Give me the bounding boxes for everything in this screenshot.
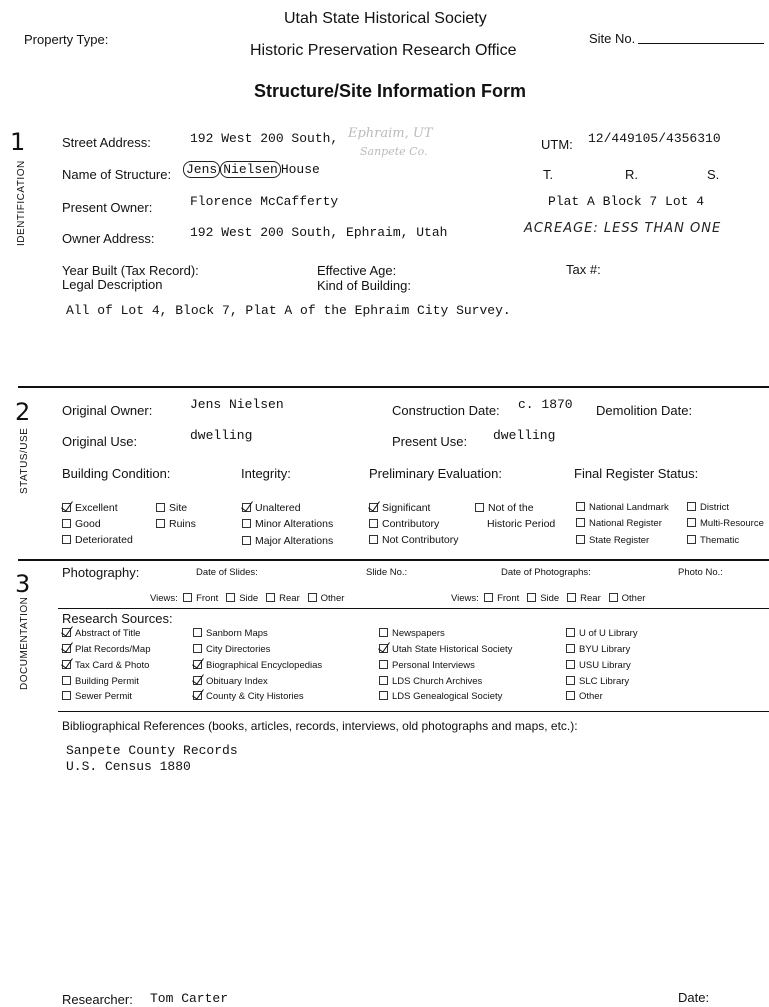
final-national-landmark[interactable] bbox=[576, 502, 669, 513]
view-front-label: Front bbox=[196, 593, 219, 604]
source-sanborn[interactable] bbox=[193, 628, 268, 639]
building-condition-label: Building Condition: bbox=[62, 466, 171, 481]
checkbox-icon bbox=[687, 502, 696, 511]
final-multi-resource[interactable] bbox=[687, 518, 764, 529]
checkbox-icon[interactable] bbox=[527, 593, 536, 602]
checkbox-icon bbox=[475, 503, 484, 512]
checkbox-icon[interactable] bbox=[567, 593, 576, 602]
source-lds-gen-label: LDS Genealogical Society bbox=[392, 691, 503, 702]
utm-label: UTM: bbox=[541, 137, 573, 152]
property-type-label: Property Type: bbox=[24, 32, 109, 47]
checkbox-icon bbox=[62, 519, 71, 528]
source-building-permit-label: Building Permit bbox=[75, 676, 139, 687]
tax-label: Tax #: bbox=[566, 262, 601, 277]
original-use-value: dwelling bbox=[190, 428, 253, 443]
checkbox-icon bbox=[242, 536, 251, 545]
section-1-divider bbox=[18, 386, 769, 388]
checkbox-icon[interactable] bbox=[308, 593, 317, 602]
researcher-value: Tom Carter bbox=[150, 991, 229, 1006]
slide-no-label: Slide No.: bbox=[366, 567, 408, 578]
source-city-dir[interactable] bbox=[193, 644, 270, 655]
section-3-number: 3 bbox=[15, 570, 31, 598]
integrity-minor-label: Minor Alterations bbox=[255, 518, 334, 530]
form-title: Structure/Site Information Form bbox=[254, 81, 527, 101]
checkbox-icon bbox=[156, 519, 165, 528]
name-of-structure-value bbox=[183, 162, 320, 177]
source-usu[interactable] bbox=[566, 660, 631, 671]
source-uofu-label: U of U Library bbox=[579, 628, 638, 639]
research-sources-label: Research Sources: bbox=[62, 611, 173, 626]
checkbox-icon bbox=[193, 644, 202, 653]
utm-value: 12/449105/4356310 bbox=[588, 131, 721, 146]
checkbox-icon bbox=[379, 628, 388, 637]
original-owner-value: Jens Nielsen bbox=[190, 397, 284, 412]
photography-label: Photography: bbox=[62, 565, 140, 580]
bibliographical-references-label: Bibliographical References (books, articles, records, interviews, old photographs and maps, etc.): bbox=[62, 719, 578, 733]
org-name: Utah State Historical Society bbox=[284, 10, 487, 27]
section-1-number: 1 bbox=[10, 128, 26, 156]
integrity-major-label: Major Alterations bbox=[255, 535, 334, 547]
final-register-label: Final Register Status: bbox=[574, 466, 699, 481]
checkbox-checked-icon bbox=[193, 691, 202, 700]
checkbox-icon bbox=[566, 691, 575, 700]
condition-site[interactable] bbox=[156, 502, 187, 514]
source-slc[interactable] bbox=[566, 676, 629, 687]
source-lds-archives[interactable] bbox=[379, 676, 482, 687]
checkbox-icon bbox=[379, 691, 388, 700]
integrity-unaltered-label: Unaltered bbox=[255, 502, 301, 514]
checkbox-icon[interactable] bbox=[484, 593, 493, 602]
final-national-register[interactable] bbox=[576, 518, 662, 529]
integrity-major[interactable] bbox=[242, 535, 333, 547]
name-suffix: House bbox=[280, 162, 320, 177]
slides-views bbox=[150, 593, 344, 604]
view-front-label: Front bbox=[497, 593, 520, 604]
checkbox-icon bbox=[193, 628, 202, 637]
condition-excellent[interactable] bbox=[62, 502, 118, 514]
view-other-label: Other bbox=[621, 593, 646, 604]
checkbox-icon[interactable] bbox=[609, 593, 618, 602]
section-2-number: 2 bbox=[15, 398, 31, 426]
source-interviews-label: Personal Interviews bbox=[392, 660, 475, 671]
view-side-label: Side bbox=[239, 593, 259, 604]
researcher-label: Researcher: bbox=[62, 992, 133, 1007]
source-slc-label: SLC Library bbox=[579, 676, 630, 687]
section-1-label: IDENTIFICATION bbox=[16, 160, 27, 246]
preliminary-evaluation-label: Preliminary Evaluation: bbox=[369, 466, 502, 481]
source-obituary[interactable] bbox=[193, 676, 268, 687]
source-abstract-label: Abstract of Title bbox=[75, 628, 141, 639]
section-2-label: STATUS/USE bbox=[19, 427, 30, 494]
checkbox-icon bbox=[566, 676, 575, 685]
source-obituary-label: Obituary Index bbox=[206, 676, 268, 687]
checkbox-icon bbox=[156, 503, 165, 512]
checkbox-icon[interactable] bbox=[183, 593, 192, 602]
source-bio-enc-label: Biographical Encyclopedias bbox=[206, 660, 323, 671]
street-address-note2: Sanpete Co. bbox=[360, 145, 428, 158]
checkbox-checked-icon bbox=[62, 660, 71, 669]
source-county-hist[interactable] bbox=[193, 691, 304, 702]
date-of-photographs-label: Date of Photographs: bbox=[501, 567, 591, 578]
kind-of-building-label: Kind of Building: bbox=[317, 278, 411, 293]
present-owner-label: Present Owner: bbox=[62, 200, 153, 215]
source-tax-card[interactable] bbox=[62, 660, 149, 671]
view-side-label: Side bbox=[540, 593, 560, 604]
integrity-minor[interactable] bbox=[242, 518, 333, 530]
checkbox-icon bbox=[379, 676, 388, 685]
site-no-label: Site No. bbox=[589, 31, 636, 46]
source-abstract[interactable] bbox=[62, 628, 140, 639]
final-multi-resource-label: Multi-Resource bbox=[700, 518, 764, 529]
checkbox-icon bbox=[566, 660, 575, 669]
checkbox-icon bbox=[369, 519, 378, 528]
final-national-landmark-label: National Landmark bbox=[589, 502, 669, 513]
effective-age-label: Effective Age: bbox=[317, 263, 397, 278]
integrity-label: Integrity: bbox=[241, 466, 291, 481]
checkbox-icon[interactable] bbox=[226, 593, 235, 602]
source-county-hist-label: County & City Histories bbox=[206, 691, 304, 702]
final-state-register[interactable] bbox=[576, 535, 649, 546]
source-newspapers-label: Newspapers bbox=[392, 628, 445, 639]
checkbox-icon bbox=[62, 535, 71, 544]
checkbox-icon bbox=[62, 691, 71, 700]
construction-date-value: c. 1870 bbox=[518, 397, 573, 412]
checkbox-icon bbox=[576, 502, 585, 511]
prelim-contributory-label: Contributory bbox=[382, 518, 440, 530]
street-address-note: Ephraim, UT bbox=[348, 126, 433, 141]
condition-excellent-label: Excellent bbox=[75, 502, 118, 514]
views-label: Views: bbox=[451, 593, 479, 604]
s-label: S. bbox=[707, 167, 720, 182]
source-bio-enc[interactable] bbox=[193, 660, 322, 671]
final-national-register-label: National Register bbox=[589, 518, 662, 529]
views-label: Views: bbox=[150, 593, 178, 604]
prelim-not-contributory[interactable] bbox=[369, 534, 458, 546]
final-thematic-label: Thematic bbox=[700, 535, 740, 546]
source-usu-label: USU Library bbox=[579, 660, 631, 671]
legal-description-value: All of Lot 4, Block 7, Plat A of the Ephraim City Survey. bbox=[66, 303, 511, 318]
legal-description-label: Legal Description bbox=[62, 277, 163, 292]
source-byu-label: BYU Library bbox=[579, 644, 631, 655]
name-of-structure-label: Name of Structure: bbox=[62, 167, 172, 182]
checkbox-icon bbox=[242, 519, 251, 528]
biblio-entry: Sanpete County Records bbox=[66, 743, 238, 758]
checkbox-icon bbox=[566, 628, 575, 637]
present-use-value: dwelling bbox=[493, 428, 556, 443]
owner-address-value: 192 West 200 South, Ephraim, Utah bbox=[190, 225, 448, 240]
research-divider bbox=[58, 711, 769, 712]
checkbox-icon bbox=[576, 535, 585, 544]
office-name: Historic Preservation Research Office bbox=[250, 42, 517, 59]
checkbox-checked-icon bbox=[62, 644, 71, 653]
name-first: Jens bbox=[183, 161, 220, 178]
prelim-historic-period: Historic Period bbox=[487, 518, 556, 530]
source-tax-card-label: Tax Card & Photo bbox=[75, 660, 150, 671]
final-district[interactable] bbox=[687, 502, 729, 513]
source-sewer-permit[interactable] bbox=[62, 691, 132, 702]
condition-site-label: Site bbox=[169, 502, 188, 514]
final-state-register-label: State Register bbox=[589, 535, 650, 546]
source-interviews[interactable] bbox=[379, 660, 475, 671]
source-sewer-permit-label: Sewer Permit bbox=[75, 691, 133, 702]
source-ushs-label: Utah State Historical Society bbox=[392, 644, 513, 655]
prelim-not-of-the-label: Not of the bbox=[488, 502, 534, 514]
checkbox-checked-icon bbox=[62, 628, 71, 637]
source-byu[interactable] bbox=[566, 644, 630, 655]
checkbox-icon bbox=[687, 518, 696, 527]
biblio-entry: U.S. Census 1880 bbox=[66, 759, 191, 774]
present-use-label: Present Use: bbox=[392, 434, 468, 449]
source-plat[interactable] bbox=[62, 644, 151, 655]
photo-views bbox=[451, 593, 645, 604]
street-address-value: 192 West 200 South, bbox=[190, 131, 339, 146]
checkbox-icon[interactable] bbox=[266, 593, 275, 602]
source-lds-archives-label: LDS Church Archives bbox=[392, 676, 483, 687]
source-plat-label: Plat Records/Map bbox=[75, 644, 151, 655]
prelim-significant[interactable] bbox=[369, 502, 430, 514]
integrity-unaltered[interactable] bbox=[242, 502, 301, 514]
final-thematic[interactable] bbox=[687, 535, 739, 546]
checkbox-checked-icon bbox=[242, 503, 251, 512]
view-rear-label: Rear bbox=[580, 593, 601, 604]
section-3-label: DOCUMENTATION bbox=[19, 596, 30, 690]
photo-no-label: Photo No.: bbox=[678, 567, 723, 578]
street-address-label: Street Address: bbox=[62, 135, 151, 150]
source-building-permit[interactable] bbox=[62, 676, 139, 687]
site-no-line bbox=[638, 43, 764, 44]
acreage-value: ACREAGE: LESS THAN ONE bbox=[524, 221, 722, 236]
condition-deteriorated-label: Deteriorated bbox=[75, 534, 133, 546]
name-last: Nielsen bbox=[220, 161, 281, 178]
prelim-not-contributory-label: Not Contributory bbox=[382, 534, 459, 546]
condition-deteriorated[interactable] bbox=[62, 534, 133, 546]
view-other-label: Other bbox=[320, 593, 345, 604]
checkbox-checked-icon bbox=[379, 644, 388, 653]
demolition-date-label: Demolition Date: bbox=[596, 403, 693, 418]
checkbox-icon bbox=[62, 676, 71, 685]
year-built-label: Year Built (Tax Record): bbox=[62, 263, 199, 278]
view-rear-label: Rear bbox=[279, 593, 300, 604]
owner-address-label: Owner Address: bbox=[62, 231, 155, 246]
source-city-dir-label: City Directories bbox=[206, 644, 271, 655]
construction-date-label: Construction Date: bbox=[392, 403, 500, 418]
source-sanborn-label: Sanborn Maps bbox=[206, 628, 268, 639]
source-ushs[interactable] bbox=[379, 644, 512, 655]
r-label: R. bbox=[625, 167, 638, 182]
prelim-significant-label: Significant bbox=[382, 502, 431, 514]
plat-value: Plat A Block 7 Lot 4 bbox=[548, 194, 705, 209]
condition-good-label: Good bbox=[75, 518, 101, 530]
source-uofu[interactable] bbox=[566, 628, 638, 639]
prelim-contributory[interactable] bbox=[369, 518, 439, 530]
condition-ruins[interactable] bbox=[156, 518, 196, 530]
prelim-not-of-the[interactable] bbox=[475, 502, 534, 514]
checkbox-checked-icon bbox=[369, 503, 378, 512]
t-label: T. bbox=[543, 167, 554, 182]
final-district-label: District bbox=[700, 502, 730, 513]
source-other-label: Other bbox=[579, 691, 603, 702]
checkbox-checked-icon bbox=[62, 503, 71, 512]
original-owner-label: Original Owner: bbox=[62, 403, 153, 418]
condition-ruins-label: Ruins bbox=[169, 518, 196, 530]
present-owner-value: Florence McCafferty bbox=[190, 194, 339, 209]
checkbox-icon bbox=[576, 518, 585, 527]
checkbox-icon bbox=[379, 660, 388, 669]
checkbox-checked-icon bbox=[193, 676, 202, 685]
checkbox-icon bbox=[566, 644, 575, 653]
date-of-slides-label: Date of Slides: bbox=[196, 567, 258, 578]
source-lds-gen[interactable] bbox=[379, 691, 502, 702]
photography-divider bbox=[58, 608, 769, 609]
section-2-divider bbox=[18, 559, 769, 561]
source-newspapers[interactable] bbox=[379, 628, 445, 639]
original-use-label: Original Use: bbox=[62, 434, 138, 449]
source-other[interactable] bbox=[566, 691, 603, 702]
checkbox-checked-icon bbox=[193, 660, 202, 669]
checkbox-icon bbox=[369, 535, 378, 544]
date-label: Date: bbox=[678, 990, 710, 1005]
condition-good[interactable] bbox=[62, 518, 101, 530]
checkbox-icon bbox=[687, 535, 696, 544]
